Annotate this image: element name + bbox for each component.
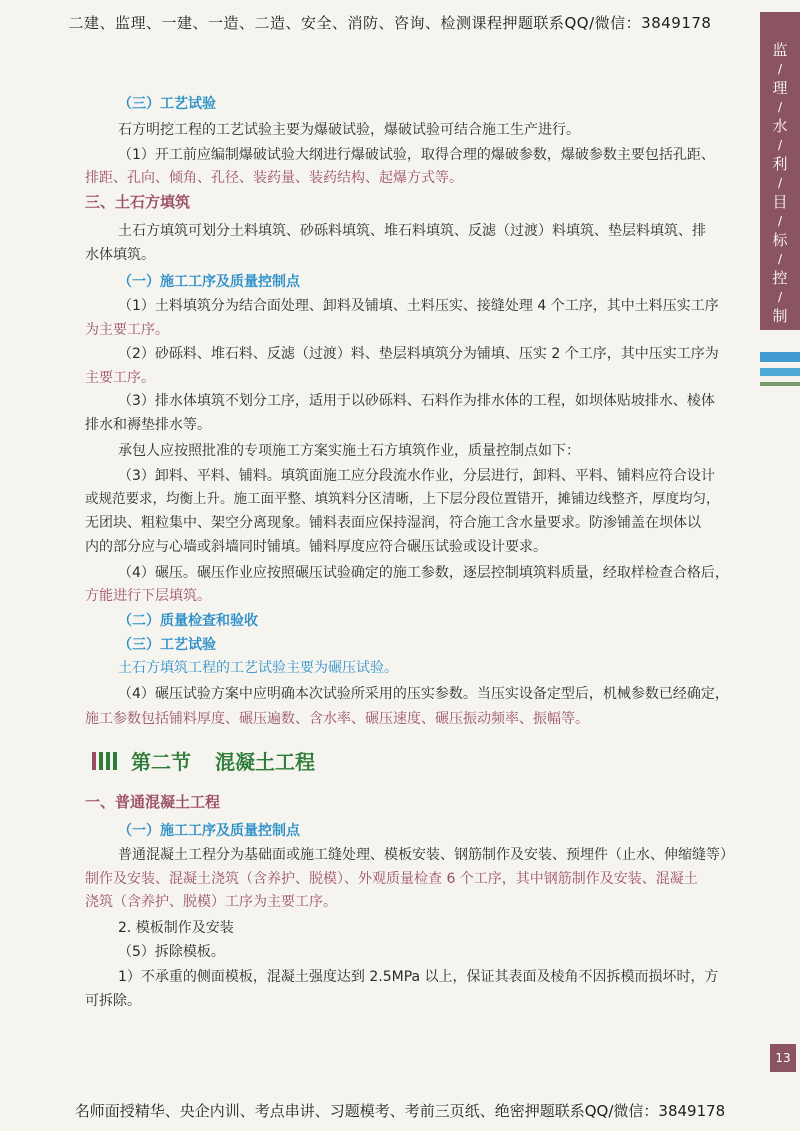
subheading: （一）施工工序及质量控制点 <box>118 823 300 839</box>
subheading: （三）工艺试验 <box>118 637 216 653</box>
side-tab-char: 制 <box>772 307 788 325</box>
decor-stripe <box>760 352 800 362</box>
side-tab-char: 理 <box>772 79 788 97</box>
bottom-banner: 名师面授精华、央企内训、考点串讲、习题模考、考前三页纸、绝密押题联系QQ/微信：3849178 <box>74 1102 726 1120</box>
paragraph-line: 可拆除。 <box>85 993 141 1009</box>
paragraph-line: （1）开工前应编制爆破试验大纲进行爆破试验，取得合理的爆破参数，爆破参数主要包括孔距、 <box>118 147 715 163</box>
chapter-number: 第二节 <box>131 750 191 774</box>
paragraph-line: 水体填筑。 <box>85 247 155 263</box>
paragraph-line: 石方明挖工程的工艺试验主要为爆破试验，爆破试验可结合施工生产进行。 <box>118 122 580 138</box>
paragraph-line: （5）拆除模板。 <box>118 944 225 960</box>
side-tab-separator: / <box>777 62 783 76</box>
subheading: （一）施工工序及质量控制点 <box>118 274 300 290</box>
paragraph-line: 排距、孔向、倾角、孔径、装药量、装药结构、起爆方式等。 <box>85 170 463 186</box>
paragraph-line: （4）碾压。碾压作业应按照碾压试验确定的施工参数，逐层控制填筑料质量，经取样检查合格后， <box>118 565 729 581</box>
top-banner: 二建、监理、一建、一造、二造、安全、消防、咨询、检测课程押题联系QQ/微信：3849178 <box>68 14 712 32</box>
paragraph-line: 内的部分应与心墙或斜墙同时铺填。铺料厚度应符合碾压试验或设计要求。 <box>85 539 547 555</box>
chapter-bars-icon <box>92 752 117 770</box>
paragraph-line: 土石方填筑工程的工艺试验主要为碾压试验。 <box>118 660 398 676</box>
paragraph-line: 浇筑（含养护、脱模）工序为主要工序。 <box>85 894 337 910</box>
side-tab-separator: / <box>777 176 783 190</box>
chapter-title: 混凝土工程 <box>215 750 315 774</box>
paragraph-line: 主要工序。 <box>85 370 155 386</box>
side-tab <box>760 12 800 330</box>
side-tab-separator: / <box>777 252 783 266</box>
side-tab-char: 目 <box>772 193 788 211</box>
paragraph-line: 承包人应按照批准的专项施工方案实施土石方填筑作业，质量控制点如下： <box>118 443 580 459</box>
side-tab-char: 控 <box>772 269 788 287</box>
paragraph-line: 制作及安装、混凝土浇筑（含养护、脱模）、外观质量检查 6 个工序，其中钢筋制作及安装、混凝土 <box>85 871 698 887</box>
paragraph-line: 土石方填筑可划分土料填筑、砂砾料填筑、堆石料填筑、反滤（过渡）料填筑、垫层料填筑、排 <box>118 223 706 239</box>
paragraph-line: （2）砂砾料、堆石料、反滤（过渡）料、垫层料填筑分为铺填、压实 2 个工序，其中压实工序为 <box>118 346 719 362</box>
side-tab-char: 利 <box>772 155 788 173</box>
section-heading: 三、土石方填筑 <box>85 193 191 211</box>
paragraph-line: 或规范要求，均衡上升。施工面平整、填筑料分区清晰，上下层分段位置错开，摊铺边线整齐，厚度均匀， <box>85 491 720 507</box>
side-tab-separator: / <box>777 290 783 304</box>
side-tab-char: 标 <box>772 231 788 249</box>
paragraph-line: 排水和褥垫排水等。 <box>85 417 211 433</box>
decor-stripe <box>760 368 800 376</box>
section-heading: 一、普通混凝土工程 <box>85 793 221 811</box>
paragraph-line: 普通混凝土工程分为基础面或施工缝处理、模板安装、钢筋制作及安装、预埋件（止水、伸缩缝等） <box>118 847 734 863</box>
side-tab-separator: / <box>777 100 783 114</box>
paragraph-line: （3）排水体填筑不划分工序，适用于以砂砾料、石料作为排水体的工程，如坝体贴坡排水、棱体 <box>118 393 715 409</box>
paragraph-line: 2. 模板制作及安装 <box>118 920 234 936</box>
side-tab-char: 监 <box>772 41 788 59</box>
page-number: 13 <box>770 1044 796 1072</box>
paragraph-line: 为主要工序。 <box>85 322 169 338</box>
paragraph-line: （1）土料填筑分为结合面处理、卸料及铺填、土料压实、接缝处理 4 个工序，其中土料压实工序 <box>118 298 719 314</box>
side-tab-char: 水 <box>772 117 788 135</box>
side-tab-separator: / <box>777 138 783 152</box>
paragraph-line: （4）碾压试验方案中应明确本次试验所采用的压实参数。当压实设备定型后，机械参数已经确定， <box>118 686 729 702</box>
chapter-heading <box>92 746 315 775</box>
decor-stripe <box>760 382 800 386</box>
paragraph-line: （3）卸料、平料、铺料。填筑面施工应分段流水作业，分层进行，卸料、平料、铺料应符合设计 <box>118 468 715 484</box>
side-tab-separator: / <box>777 214 783 228</box>
paragraph-line: 施工参数包括铺料厚度、碾压遍数、含水率、碾压速度、碾压振动频率、振幅等。 <box>85 711 589 727</box>
paragraph-line: 方能进行下层填筑。 <box>85 588 211 604</box>
subheading: （二）质量检查和验收 <box>118 613 258 629</box>
subheading: （三）工艺试验 <box>118 96 216 112</box>
paragraph-line: 1）不承重的侧面模板，混凝土强度达到 2.5MPa 以上，保证其表面及棱角不因拆模而损坏时，方 <box>118 969 719 985</box>
paragraph-line: 无团块、粗粒集中、架空分离现象。铺料表面应保持湿润，符合施工含水量要求。防渗铺盖在坝体以 <box>85 515 701 531</box>
